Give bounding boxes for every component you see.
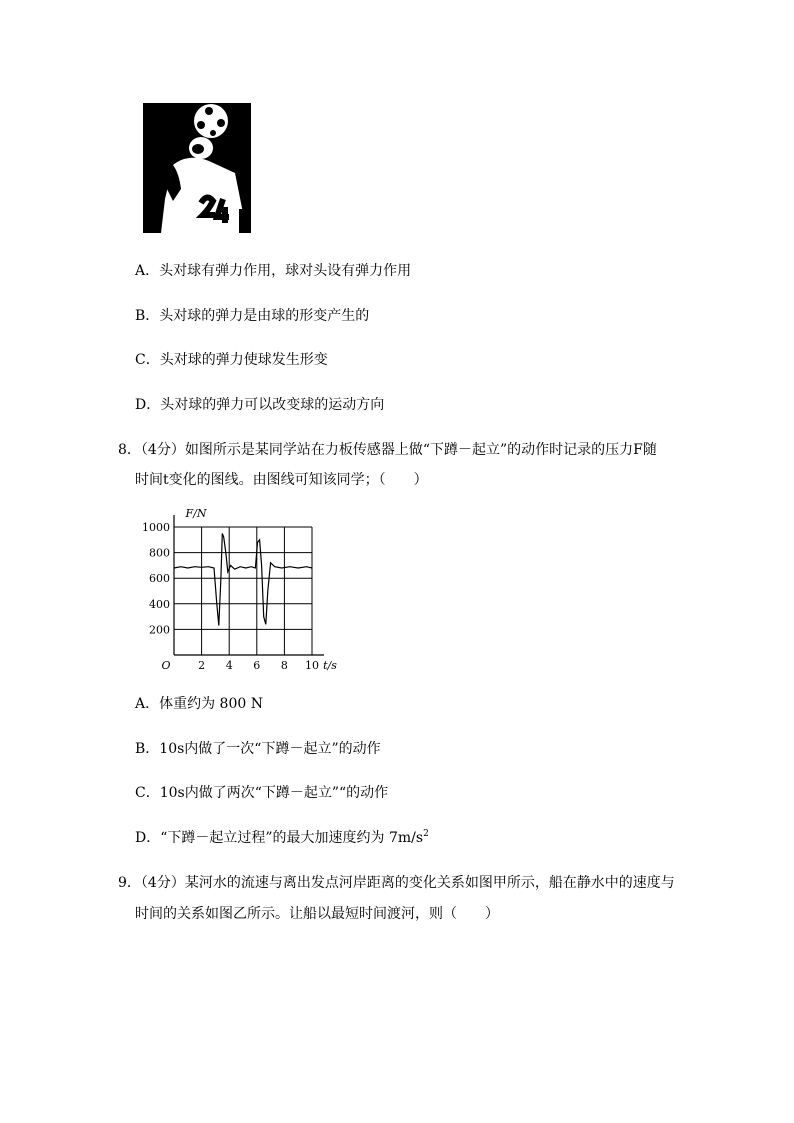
y-tick-label: 200 <box>149 623 170 637</box>
q8-option-d-text: D．“下蹲－起立过程”的最大加速度约为 7m/s <box>135 830 424 846</box>
q9-stem-line1: 9．（4分）某河水的流速与离出发点河岸距离的变化关系如图甲所示，船在静水中的速度与 <box>118 875 675 891</box>
q8-option-d <box>135 829 429 847</box>
q8-stem-line2: 时间t变化的图线。由图线可知该同学；（ ） <box>135 472 428 488</box>
q8-stem-line1: 8．（4分）如图所示是某同学站在力板传感器上做“下蹲－起立”的动作时记录的压力F随 <box>118 442 657 458</box>
x-tick-label: 8 <box>280 659 288 672</box>
x-tick-label: 4 <box>225 659 233 672</box>
q7-option-c: C．头对球的弹力使球发生形变 <box>135 352 328 368</box>
force-time-chart <box>128 505 348 675</box>
q9-stem-line2: 时间的关系如图乙所示。让船以最短时间渡河，则（ ） <box>135 906 499 922</box>
force-time-chart-svg <box>128 505 348 675</box>
soccer-header-icon <box>143 103 251 233</box>
series-line <box>174 533 312 625</box>
y-tick-label: 400 <box>149 597 170 611</box>
x-axis-label: t/s <box>323 659 337 672</box>
y-tick-label: 800 <box>149 546 170 560</box>
q7-option-d: D．头对球的弹力可以改变球的运动方向 <box>135 397 385 413</box>
x-tick-label: 10 <box>305 659 319 672</box>
x-tick-label: 2 <box>198 659 206 672</box>
y-tick-label: 1000 <box>142 521 170 534</box>
q8-option-b: B．10s内做了一次“下蹲－起立”的动作 <box>135 741 381 757</box>
q8-option-d-exponent: 2 <box>423 829 429 839</box>
x-tick-label: 6 <box>253 659 261 672</box>
q7-option-b: B．头对球的弹力是由球的形变产生的 <box>135 308 370 324</box>
q7-option-a: A．头对球有弹力作用，球对头设有弹力作用 <box>135 263 412 279</box>
origin-label: O <box>161 659 171 672</box>
header-ball-photo <box>143 103 251 233</box>
y-tick-label: 600 <box>149 572 170 586</box>
q8-option-a: A．体重约为 800 N <box>135 696 263 712</box>
q8-option-c: C．10s内做了两次“下蹲－起立”“的动作 <box>135 785 389 801</box>
y-axis-label: F/N <box>185 507 207 520</box>
